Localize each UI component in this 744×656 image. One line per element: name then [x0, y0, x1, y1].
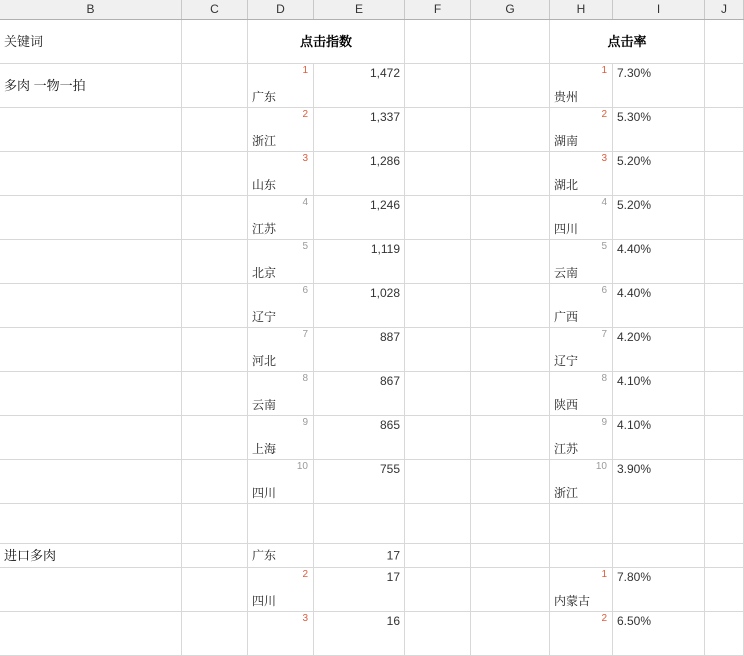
- cell-H15-region[interactable]: [550, 612, 613, 656]
- cell-B14[interactable]: [0, 568, 182, 612]
- column-header-J[interactable]: J: [705, 0, 744, 19]
- cell-B1-keyword-header[interactable]: 关键词: [0, 20, 182, 64]
- cell-C9[interactable]: [182, 372, 248, 416]
- cell-J1[interactable]: [705, 20, 744, 64]
- cell-C5[interactable]: [182, 196, 248, 240]
- cell-G2[interactable]: [471, 64, 550, 108]
- cell-I8-value[interactable]: 4.20%: [613, 328, 705, 372]
- rank-badge: 5: [302, 241, 308, 252]
- cell-F11[interactable]: [405, 460, 471, 504]
- rank-badge: 4: [601, 197, 607, 208]
- cell-G10[interactable]: [471, 416, 550, 460]
- cell-J9[interactable]: [705, 372, 744, 416]
- cell-D3-region[interactable]: 2 浙江: [248, 108, 314, 152]
- column-header-E[interactable]: E: [314, 0, 405, 19]
- cell-G6[interactable]: [471, 240, 550, 284]
- cell-B2-keyword[interactable]: 多肉 一物一拍: [0, 64, 182, 108]
- cell-D8-region[interactable]: 7 河北: [248, 328, 314, 372]
- cell-F7[interactable]: [405, 284, 471, 328]
- rank-badge: 10: [595, 461, 607, 472]
- cell-B12[interactable]: [0, 504, 182, 544]
- column-header-G[interactable]: G: [471, 0, 550, 19]
- cell-F10[interactable]: [405, 416, 471, 460]
- cell-F6[interactable]: [405, 240, 471, 284]
- cell-E9-value[interactable]: 867: [314, 372, 405, 416]
- cell-H9-region[interactable]: 8 陕西: [550, 372, 613, 416]
- cell-H1-click-rate-header[interactable]: 点击率: [550, 20, 705, 64]
- rank-badge: 10: [296, 461, 308, 472]
- cell-C8[interactable]: [182, 328, 248, 372]
- cell-J3[interactable]: [705, 108, 744, 152]
- cell-H12[interactable]: [550, 504, 613, 544]
- cell-B10[interactable]: [0, 416, 182, 460]
- cell-D12[interactable]: [248, 504, 314, 544]
- cell-C3[interactable]: [182, 108, 248, 152]
- rank-badge: 2: [302, 109, 308, 120]
- cell-C10[interactable]: [182, 416, 248, 460]
- column-header-B[interactable]: B: [0, 0, 182, 19]
- cell-E13-value[interactable]: 17: [314, 544, 405, 568]
- cell-D15-region[interactable]: [248, 612, 314, 656]
- column-header-D[interactable]: D: [248, 0, 314, 19]
- cell-J12[interactable]: [705, 504, 744, 544]
- cell-H6-region[interactable]: 5 云南: [550, 240, 613, 284]
- cell-F5[interactable]: [405, 196, 471, 240]
- cell-H8-region[interactable]: 7 辽宁: [550, 328, 613, 372]
- cell-C7[interactable]: [182, 284, 248, 328]
- cell-I2-value[interactable]: 7.30%: [613, 64, 705, 108]
- column-header-row: [0, 0, 744, 20]
- cell-D11-region[interactable]: 10 四川: [248, 460, 314, 504]
- cell-G7[interactable]: [471, 284, 550, 328]
- cell-I7-value[interactable]: 4.40%: [613, 284, 705, 328]
- cell-F3[interactable]: [405, 108, 471, 152]
- cell-C1[interactable]: [182, 20, 248, 64]
- cell-C4[interactable]: [182, 152, 248, 196]
- cell-F13[interactable]: [405, 544, 471, 568]
- cell-B9[interactable]: [0, 372, 182, 416]
- cell-F1[interactable]: [405, 20, 471, 64]
- cell-G9[interactable]: [471, 372, 550, 416]
- cell-C15[interactable]: [182, 612, 248, 656]
- rank-badge: 6: [601, 285, 607, 296]
- cell-G5[interactable]: [471, 196, 550, 240]
- cell-B7[interactable]: [0, 284, 182, 328]
- cell-E6-value[interactable]: 1,119: [314, 240, 405, 284]
- cell-D7-region[interactable]: 6 辽宁: [248, 284, 314, 328]
- rank-badge: 7: [302, 329, 308, 340]
- cell-E12[interactable]: [314, 504, 405, 544]
- cell-D9-region[interactable]: 8 云南: [248, 372, 314, 416]
- cell-E2-value[interactable]: 1,472: [314, 64, 405, 108]
- cell-H2-region[interactable]: 1 贵州: [550, 64, 613, 108]
- cell-B13-keyword[interactable]: 进口多肉: [0, 544, 182, 568]
- cell-C13[interactable]: [182, 544, 248, 568]
- cell-D13-region[interactable]: 广东: [248, 544, 314, 568]
- column-header-H[interactable]: H: [550, 0, 613, 19]
- cell-H4-region[interactable]: 3 湖北: [550, 152, 613, 196]
- cell-F2[interactable]: [405, 64, 471, 108]
- cell-H11-region[interactable]: 10 浙江: [550, 460, 613, 504]
- cell-D2-region[interactable]: 1 广东: [248, 64, 314, 108]
- cell-H7-region[interactable]: 6 广西: [550, 284, 613, 328]
- rank-badge: 1: [601, 569, 607, 580]
- rank-badge: 3: [601, 153, 607, 164]
- cell-G12[interactable]: [471, 504, 550, 544]
- cell-E11-value[interactable]: 755: [314, 460, 405, 504]
- rank-badge: 5: [601, 241, 607, 252]
- cell-F9[interactable]: [405, 372, 471, 416]
- cell-I6-value[interactable]: 4.40%: [613, 240, 705, 284]
- rank-badge: 2: [601, 109, 607, 120]
- cell-E14-value[interactable]: 17: [314, 568, 405, 612]
- cell-G8[interactable]: [471, 328, 550, 372]
- cell-F14[interactable]: [405, 568, 471, 612]
- cell-H13[interactable]: [550, 544, 613, 568]
- cell-B8[interactable]: [0, 328, 182, 372]
- cell-H3-region[interactable]: 2 湖南: [550, 108, 613, 152]
- cell-B6[interactable]: [0, 240, 182, 284]
- cell-J13[interactable]: [705, 544, 744, 568]
- cell-D4-region[interactable]: 3 山东: [248, 152, 314, 196]
- cell-G3[interactable]: [471, 108, 550, 152]
- column-header-C[interactable]: C: [182, 0, 248, 19]
- rank-badge: 8: [601, 373, 607, 384]
- cell-C6[interactable]: [182, 240, 248, 284]
- cell-E5-value[interactable]: 1,246: [314, 196, 405, 240]
- cell-J11[interactable]: [705, 460, 744, 504]
- cell-D1-click-index-header[interactable]: 点击指数: [248, 20, 405, 64]
- cell-E8-value[interactable]: 887: [314, 328, 405, 372]
- cell-E4-value[interactable]: 1,286: [314, 152, 405, 196]
- cell-D6-region[interactable]: 5 北京: [248, 240, 314, 284]
- rank-badge: 9: [302, 417, 308, 428]
- cell-J10[interactable]: [705, 416, 744, 460]
- cell-B15[interactable]: [0, 612, 182, 656]
- rank-badge: 7: [601, 329, 607, 340]
- rank-badge: 4: [302, 197, 308, 208]
- cell-I15-value[interactable]: 6.50%: [613, 612, 705, 656]
- cell-G4[interactable]: [471, 152, 550, 196]
- rank-badge: 6: [302, 285, 308, 296]
- cell-I13[interactable]: [613, 544, 705, 568]
- cell-F15[interactable]: [405, 612, 471, 656]
- rank-badge: 1: [302, 65, 308, 76]
- cell-H10-region[interactable]: 9 江苏: [550, 416, 613, 460]
- cell-J14[interactable]: [705, 568, 744, 612]
- cell-E10-value[interactable]: 865: [314, 416, 405, 460]
- cell-J15[interactable]: [705, 612, 744, 656]
- rank-badge: 9: [601, 417, 607, 428]
- column-header-I[interactable]: I: [613, 0, 705, 19]
- cell-B11[interactable]: [0, 460, 182, 504]
- cell-D5-region[interactable]: 4 江苏: [248, 196, 314, 240]
- cell-I14-value[interactable]: 7.80%: [613, 568, 705, 612]
- cell-J5[interactable]: [705, 196, 744, 240]
- cell-B5[interactable]: [0, 196, 182, 240]
- cell-H14-region[interactable]: 1 内蒙古: [550, 568, 613, 612]
- cell-J8[interactable]: [705, 328, 744, 372]
- cell-J2[interactable]: [705, 64, 744, 108]
- cell-C14[interactable]: [182, 568, 248, 612]
- cell-G1[interactable]: [471, 20, 550, 64]
- cell-B4[interactable]: [0, 152, 182, 196]
- cell-I3-value[interactable]: 5.30%: [613, 108, 705, 152]
- cell-H5-region[interactable]: 4 四川: [550, 196, 613, 240]
- rank-badge: 3: [302, 613, 308, 624]
- cell-F4[interactable]: [405, 152, 471, 196]
- cell-E15-value[interactable]: 16: [314, 612, 405, 656]
- rank-badge: 2: [601, 613, 607, 624]
- cell-I9-value[interactable]: 4.10%: [613, 372, 705, 416]
- cell-I11-value[interactable]: 3.90%: [613, 460, 705, 504]
- cell-D14-region[interactable]: 2 四川: [248, 568, 314, 612]
- rank-badge: 2: [302, 569, 308, 580]
- cell-I5-value[interactable]: 5.20%: [613, 196, 705, 240]
- rank-badge: 8: [302, 373, 308, 384]
- cell-E3-value[interactable]: 1,337: [314, 108, 405, 152]
- cell-F12[interactable]: [405, 504, 471, 544]
- cell-C11[interactable]: [182, 460, 248, 504]
- cell-G14[interactable]: [471, 568, 550, 612]
- cell-C2[interactable]: [182, 64, 248, 108]
- column-header-F[interactable]: F: [405, 0, 471, 19]
- cell-J6[interactable]: [705, 240, 744, 284]
- rank-badge: 3: [302, 153, 308, 164]
- cell-I4-value[interactable]: 5.20%: [613, 152, 705, 196]
- cell-C12[interactable]: [182, 504, 248, 544]
- cell-G15[interactable]: [471, 612, 550, 656]
- cell-I10-value[interactable]: 4.10%: [613, 416, 705, 460]
- cell-F8[interactable]: [405, 328, 471, 372]
- rank-badge: 1: [601, 65, 607, 76]
- cell-J4[interactable]: [705, 152, 744, 196]
- cell-B3[interactable]: [0, 108, 182, 152]
- cell-I12[interactable]: [613, 504, 705, 544]
- cell-G11[interactable]: [471, 460, 550, 504]
- cell-G13[interactable]: [471, 544, 550, 568]
- cell-D10-region[interactable]: 9 上海: [248, 416, 314, 460]
- cell-E7-value[interactable]: 1,028: [314, 284, 405, 328]
- cell-J7[interactable]: [705, 284, 744, 328]
